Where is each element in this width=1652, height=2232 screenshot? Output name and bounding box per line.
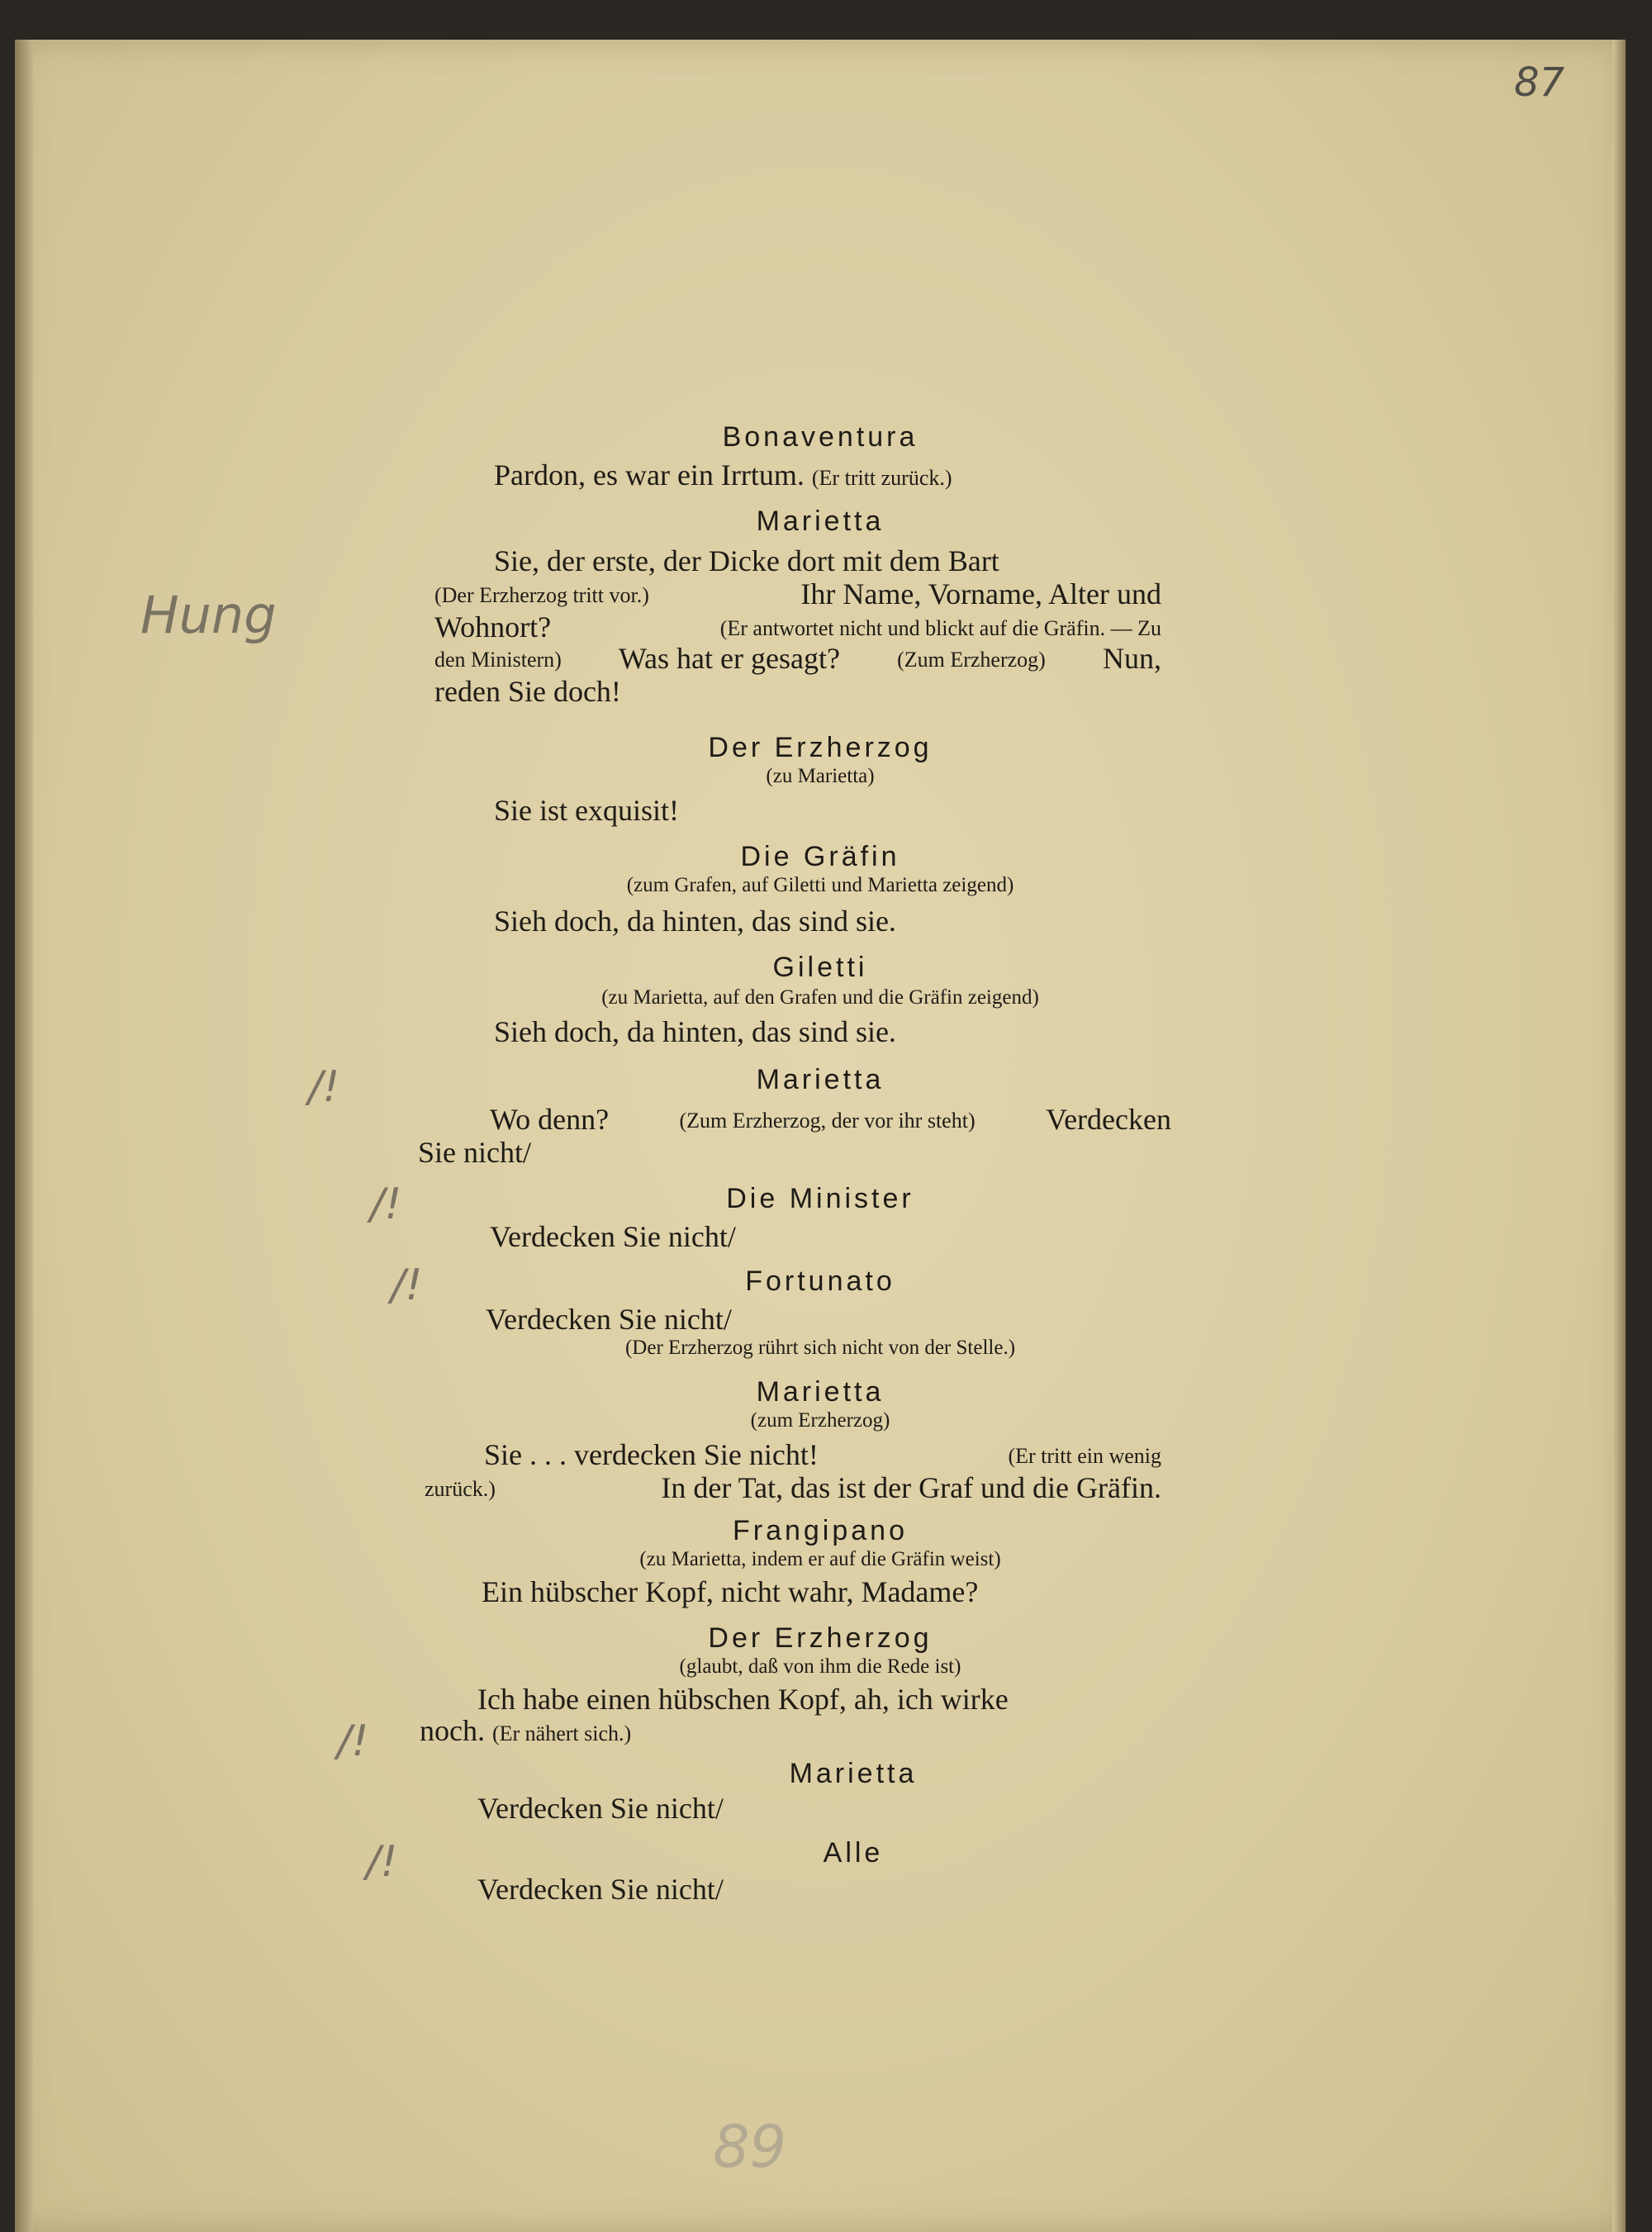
margin-mark: /!: [308, 1062, 340, 1112]
dialogue-text: Ich habe einen hübschen Kopf, ah, ich wirke: [477, 1683, 1009, 1716]
dialogue-text: Was hat er gesagt?: [618, 642, 840, 675]
dialogue-line: Sieh doch, da hinten, das sind sie.: [494, 1015, 896, 1048]
stage-direction: (Zum Erzherzog): [897, 648, 1046, 672]
dialogue-line: [425, 1470, 1161, 1505]
stage-direction: zurück.): [425, 1477, 496, 1501]
stage-direction: (glaubt, daß von ihm die Rede ist): [679, 1655, 961, 1678]
speaker-name: Die Minister: [726, 1183, 914, 1214]
dialogue-text: Wohnort?: [434, 610, 552, 643]
dialogue-line: [434, 610, 1161, 644]
dialogue-text: Sie . . . verdecken Sie nicht!: [484, 1438, 819, 1471]
stage-direction: (Der Erzherzog tritt vor.): [434, 583, 649, 607]
stage-direction: den Ministern): [434, 648, 562, 672]
speaker-name: Die Gräfin: [740, 841, 900, 872]
margin-mark: /!: [370, 1180, 402, 1229]
book-page: [15, 40, 1626, 2232]
stage-direction: (Zum Erzherzog, der vor ihr steht): [679, 1109, 976, 1133]
stage-direction: (Er nähert sich.): [491, 1721, 632, 1745]
stage-direction: (zum Erzherzog): [750, 1409, 890, 1432]
stage-direction: (zu Marietta): [766, 765, 875, 787]
page-number-top: 87: [1514, 59, 1565, 106]
margin-mark: /!: [366, 1837, 398, 1887]
dialogue-text: Ihr Name, Vorname, Alter und: [800, 577, 1161, 610]
dialogue-line: [494, 544, 1163, 578]
stage-direction: (zum Grafen, auf Giletti und Marietta zeigend): [626, 874, 1014, 896]
dialogue-line: Sie nicht/: [418, 1136, 531, 1169]
dialogue-text: Verdecken: [1046, 1103, 1171, 1136]
stage-direction: (Er tritt ein wenig: [1008, 1444, 1161, 1468]
stage-direction: (zu Marietta, auf den Grafen und die Gräfin zeigend): [601, 986, 1039, 1009]
dialogue-line: [420, 1713, 631, 1748]
speaker-name: Giletti: [772, 952, 868, 983]
dialogue-text: In der Tat, das ist der Graf und die Gräfin.: [661, 1471, 1161, 1504]
speaker-name: Der Erzherzog: [708, 732, 933, 763]
dialogue-line: Ein hübscher Kopf, nicht wahr, Madame?: [482, 1575, 979, 1608]
speaker-name: Bonaventura: [722, 421, 919, 453]
speaker-name: Frangipano: [732, 1515, 908, 1546]
dialogue-line: Verdecken Sie nicht/: [477, 1873, 724, 1906]
speaker-name: Der Erzherzog: [708, 1622, 933, 1654]
dialogue-line: Sie ist exquisit!: [494, 794, 679, 827]
dialogue-line: Sieh doch, da hinten, das sind sie.: [494, 905, 896, 938]
dialogue-line: Verdecken Sie nicht/: [477, 1792, 724, 1825]
dialogue-line: Verdecken Sie nicht/: [490, 1220, 736, 1253]
dialogue-text: noch.: [420, 1714, 485, 1747]
play-text: [15, 40, 1626, 2232]
speaker-name: Marietta: [756, 506, 885, 537]
dialogue-text: Sie, der erste, der Dicke dort mit dem Bart: [494, 544, 999, 577]
dialogue-line: reden Sie doch!: [434, 675, 621, 708]
margin-note: Hung: [140, 585, 277, 645]
dialogue-text: Pardon, es war ein Irrtum.: [494, 458, 805, 492]
margin-mark: /!: [391, 1261, 423, 1310]
dialogue-line: [484, 1437, 1161, 1472]
dialogue-line: [434, 641, 1161, 676]
page-number-bottom: 89: [713, 2113, 787, 2181]
stage-direction: (Der Erzherzog rührt sich nicht von der Stelle.): [624, 1337, 1016, 1359]
speaker-name: Marietta: [789, 1758, 918, 1789]
speaker-name: Marietta: [756, 1064, 885, 1095]
stage-direction: (Er tritt zurück.): [811, 466, 952, 490]
stage-direction: (Er antwortet nicht und blickt auf die Gräfin. — Zu: [719, 616, 1161, 640]
dialogue-line: [494, 458, 952, 492]
dialogue-line: [434, 577, 1161, 611]
speaker-name: Fortunato: [745, 1266, 895, 1297]
dialogue-line: [490, 1102, 1171, 1137]
dialogue-text: Nun,: [1102, 642, 1161, 675]
dialogue-line: Verdecken Sie nicht/: [486, 1303, 732, 1336]
speaker-name: Alle: [823, 1837, 884, 1869]
dialogue-line: [477, 1682, 1156, 1717]
speaker-name: Marietta: [756, 1376, 885, 1408]
margin-mark: /!: [337, 1717, 369, 1766]
stage-direction: (zu Marietta, indem er auf die Gräfin weist): [639, 1548, 1001, 1570]
dialogue-text: Wo denn?: [490, 1103, 610, 1136]
